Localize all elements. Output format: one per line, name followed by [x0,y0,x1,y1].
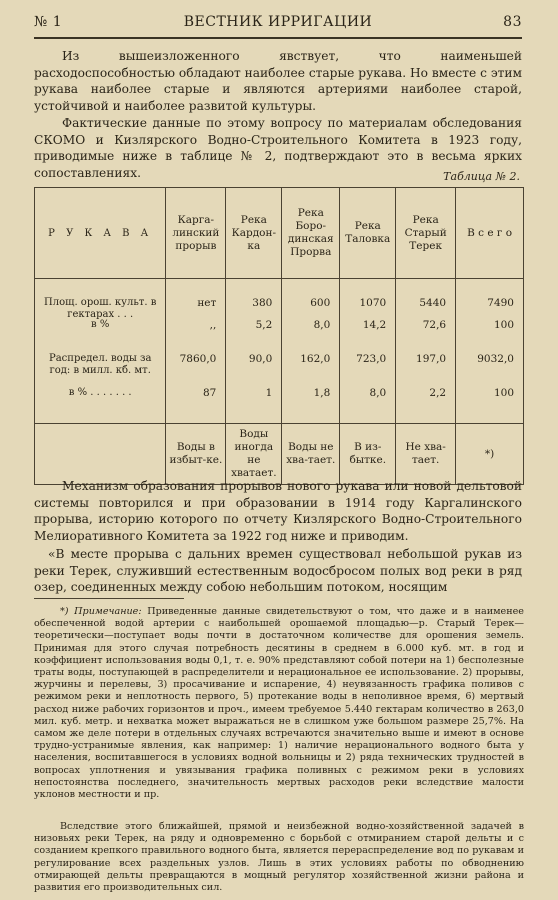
header-cell: Р У К А В А [35,188,166,279]
footnote-rule [34,598,184,599]
header-cell: Карга-линский прорыв [166,188,226,279]
table-footer-row [35,424,524,485]
table-cell: Воды иногда не хватает. [226,424,282,485]
table-cell: 1,8 [313,387,331,399]
row-label: Площ. орош. культ. в гектарах . . . [44,297,157,320]
column-talovka [340,279,396,424]
table-cell: 100 [493,387,514,399]
table-header-row [35,188,524,279]
table-cell: Не хва-тает. [396,424,456,485]
column-stary-terek [396,279,456,424]
table-cell: 14,2 [362,319,387,331]
column-total [456,279,524,424]
column-kargalinsky [166,279,226,424]
table-cell: 723,0 [356,353,387,365]
row-labels [35,279,166,424]
table-cell: 5,2 [255,319,273,331]
table-body-row [35,279,524,424]
journal-title: ВЕСТНИК ИРРИГАЦИИ [183,14,373,30]
page-number: 83 [503,14,522,30]
table-cell: 90,0 [248,353,273,365]
table-cell: Воды в избыт-ке. [166,424,226,485]
table-cell: 7490 [487,297,514,309]
data-table [34,187,524,485]
row-label: в % . . . . . . . [68,387,132,398]
table-cell: Воды не хва-тает. [282,424,340,485]
table-cell: 72,6 [422,319,447,331]
row-label: Распредел. воды за год: в милл. кб. мт. [48,353,152,376]
table-cell: 7860,0 [179,353,217,365]
table-cell: 87 [202,387,217,399]
footnote-mark: *) Примечание: [60,606,142,617]
page-header [34,14,522,36]
table-cell: В из-бытке. [340,424,396,485]
table-cell: ,, [209,319,217,331]
header-cell: Река Старый Терек [396,188,456,279]
footnote-1 [34,606,524,801]
table-cell: *) [456,424,524,485]
paragraph-3: Механизм образования прорывов нового рукава или новой дельтовой системы повторился и при образовании в 1914 году Каргалинского прорыва, историю которого по отчету Кизлярского Водно-Строительного Мелиоративного Комитета за 1922 год ниже и приводим. [34,479,522,543]
table-cell [35,424,166,485]
table-cell: 9032,0 [477,353,514,365]
header-cell: Река Таловка [340,188,396,279]
table-cell: 162,0 [300,353,331,365]
header-rule [34,37,522,39]
table-cell: нет [197,297,217,309]
table-cell: 197,0 [416,353,447,365]
header-cell: В с е г о [456,188,524,279]
footnote-2: Вследствие этого ближайшей, прямой и неизбежной водно-хозяйственной задачей в низовьях реки Терек, на ряду и одновременно с борьбой с отмиранием старой дельты и с созданием крепкого правильного водного быта, является перераспределение вод по рукавам и регулирование всех раздельных узлов. Лишь в этих условиях работы по обводнению отмирающей дельты превращаются в мощный регулятор хозяйственной жизни района и развития его производительных сил. [34,821,524,894]
footnote-text: Приведенные данные свидетельствуют о том, что даже и в наименее обеспеченной водой артерии с наибольшей орошаемой площадью—р. Старый Терек—теоретически—поступает воды почти в достаточном количестве для орошения земель. Принимая для этого случая потребность десятины в среднем в 6.000 куб. мт. в год и коэффициент использования воды 0,1, т. е. 90% представляют собой потери на 1) бесполезные траты воды, поступающей в распределители и нерациональное ее использование. 2) прорывы, журчины и перелевы, 3) просачивание и испарение, 4) неувязанность графика поливов с режимом реки и неплотность первого, 5) протекание воды в неполивное время, 6) мертвый расход ниже рабочих горизонтов и проч., имеем требуемое 5.440 гектарам количество в 263,0 мил. куб. метр. и нехватка может выражаться не в слишком уже большом размере 25,7%. На самом же деле потери в отдельных случаях встречаются значительно выше и имеют в основе трудно-устранимые явления, как например: 1) наличие нерационального водного быта у населения, воспитавшегося в условиях водной вольницы и 2) ряда технических трудностей в вопросах уплотнения и увязывания графика поливных с режимом реки в условиях непостоянства последнего, значительность мертвых расходов реки вследствие малости уклонов местности и пр. [34,606,524,801]
issue-number: № 1 [34,14,63,30]
paragraph-1: Из вышеизложенного явствует, что наименьшей расходоспособностью обладают наиболее старые рукава. Но вместе с этим рукава наиболее старые и являются артериями наиболее старой, устойчивой и наиболее развитой культуры. [34,49,522,113]
table-caption: Таблица № 2. [443,170,520,183]
table-cell: 8,0 [313,319,331,331]
table-cell: 8,0 [369,387,387,399]
row-label: в % [91,319,110,330]
table-cell: 100 [493,319,514,331]
table-cell: 380 [252,297,273,309]
paragraph-4: «В месте прорыва с дальних времен существовал небольшой рукав из реки Терек, служивший естественным водосбросом полых вод реки в ряд озер, соединенных между собою небольшим потоком, носящим [34,547,522,594]
header-cell: Река Кардон-ка [226,188,282,279]
column-borodinskaya [282,279,340,424]
paragraph-2: Фактические данные по этому вопросу по материалам обследования СКОМО и Кизлярского Водно-Строительного Комитета в 1923 году, приводимые ниже в таблице № 2, подтверждают это в весьма ярких сопоставлениях. [34,116,522,180]
table-cell: 1070 [359,297,387,309]
table-cell: 1 [265,387,273,399]
table-cell: 600 [310,297,331,309]
table-cell: 2,2 [429,387,447,399]
table-cell: 5440 [419,297,447,309]
column-kardonka [226,279,282,424]
header-cell: Река Боро-динская Прорва [282,188,340,279]
